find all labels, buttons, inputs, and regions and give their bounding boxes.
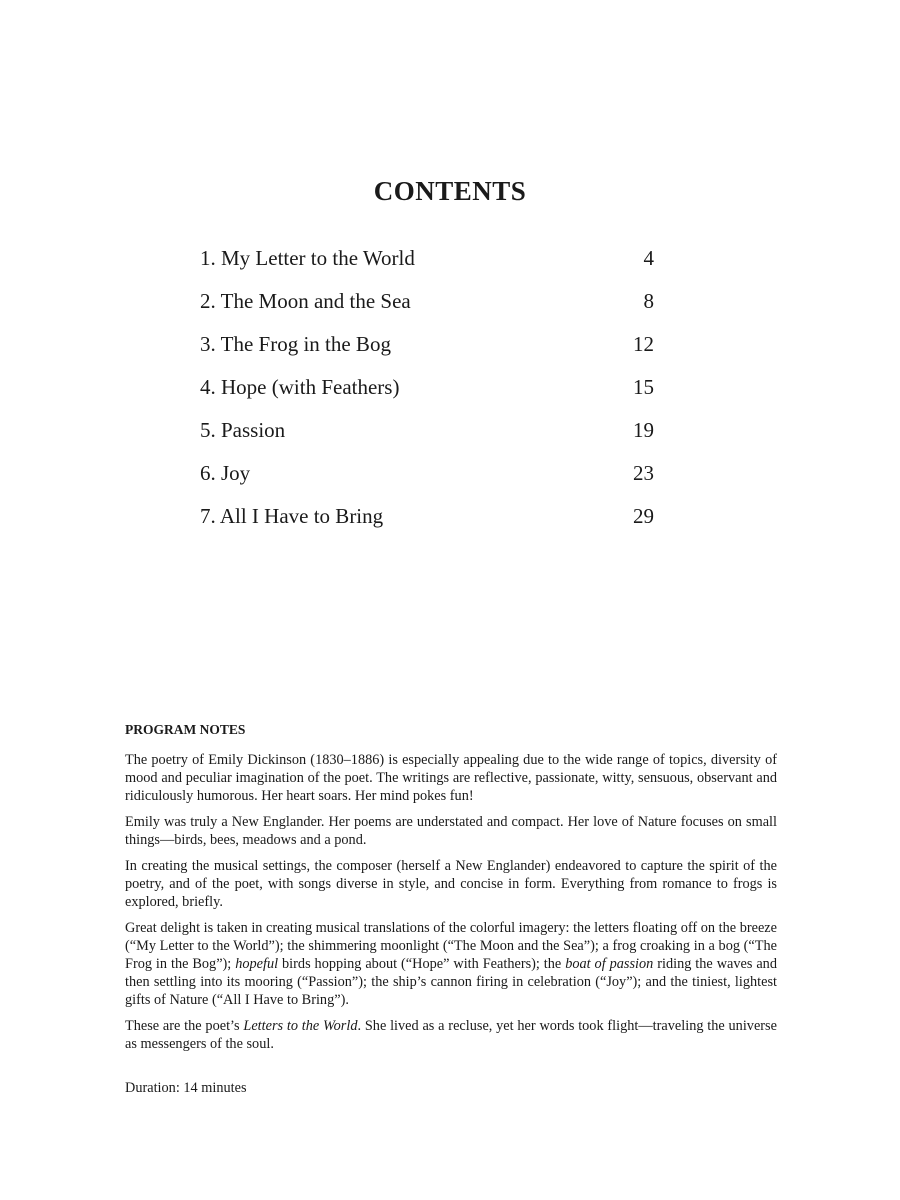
table-of-contents bbox=[200, 246, 654, 547]
notes-italic-text: hopeful bbox=[235, 956, 279, 972]
toc-page-number: 15 bbox=[633, 375, 654, 399]
toc-page-number: 12 bbox=[633, 332, 654, 356]
toc-row[interactable] bbox=[200, 375, 654, 418]
notes-text: Great delight is taken in creating musical translations of the colorful imagery: the letters floating off on the breeze (“My Letter to the World”); the shimmering moonlight (“The Moon and the Sea”); a frog croaking in a bog (“The Frog in the Bog”); bbox=[125, 920, 777, 972]
toc-title: 7. All I Have to Bring bbox=[200, 504, 384, 528]
notes-paragraph: The poetry of Emily Dickinson (1830–1886) is especially appealing due to the wide range of topics, diversity of mood and peculiar imagination of the poet. The writings are reflective, passionate, witty, sensuous, observant and ridiculously humorous. Her heart soars. Her mind pokes fun! bbox=[125, 752, 777, 804]
toc-row[interactable] bbox=[200, 332, 654, 375]
notes-italic-text: Letters to the World bbox=[243, 1018, 358, 1034]
program-notes-heading: PROGRAM NOTES bbox=[125, 722, 246, 737]
toc-title: 1. My Letter to the World bbox=[200, 246, 415, 270]
page-title: CONTENTS bbox=[373, 176, 527, 206]
toc-row[interactable] bbox=[200, 246, 654, 289]
toc-page-number: 4 bbox=[643, 246, 654, 270]
notes-paragraph bbox=[125, 919, 777, 1009]
toc-row[interactable] bbox=[200, 504, 654, 547]
toc-page-number: 23 bbox=[633, 461, 654, 485]
toc-row[interactable] bbox=[200, 289, 654, 332]
toc-page-number: 8 bbox=[643, 289, 654, 313]
toc-title: 4. Hope (with Feathers) bbox=[200, 375, 400, 399]
toc-page-number: 19 bbox=[633, 418, 654, 442]
notes-text: . She lived as a recluse, yet her words took flight—traveling the universe as messengers of the soul. bbox=[125, 1018, 777, 1052]
toc-title: 6. Joy bbox=[200, 461, 251, 485]
toc-row[interactable] bbox=[200, 461, 654, 504]
notes-italic-text: boat of passion bbox=[565, 956, 654, 972]
notes-paragraph: In creating the musical settings, the composer (herself a New Englander) endeavored to capture the spirit of the poetry, and of the poet, with songs diverse in style, and concise in form. Everything from romance to frogs is explored, briefly. bbox=[125, 858, 777, 910]
toc-page-number: 29 bbox=[633, 504, 654, 528]
notes-text: These are the poet’s bbox=[125, 1018, 244, 1034]
notes-text: riding the waves and then settling into its mooring (“Passion”); the ship’s cannon firing in celebration (“Joy”); and the tiniest, lightest gifts of Nature (“All I Have to Bring”). bbox=[125, 956, 777, 1008]
program-notes bbox=[125, 721, 777, 1061]
notes-paragraph bbox=[125, 1017, 777, 1053]
notes-paragraph: Emily was truly a New Englander. Her poems are understated and compact. Her love of Nature focuses on small things—birds, bees, meadows and a pond. bbox=[125, 814, 777, 848]
toc-row[interactable] bbox=[200, 418, 654, 461]
toc-title: 5. Passion bbox=[200, 418, 286, 442]
duration: Duration: 14 minutes bbox=[125, 1080, 247, 1096]
toc-title: 2. The Moon and the Sea bbox=[200, 289, 411, 313]
toc-title: 3. The Frog in the Bog bbox=[200, 332, 391, 356]
notes-text: birds hopping about (“Hope” with Feathers); the bbox=[278, 956, 566, 972]
